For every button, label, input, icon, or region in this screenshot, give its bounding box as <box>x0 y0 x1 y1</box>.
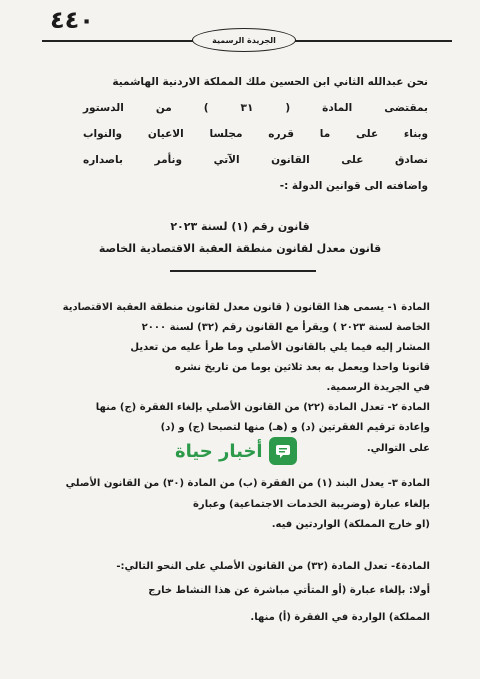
preamble-line: نصادق على القانون الآتي ونأمر باصداره <box>83 154 428 166</box>
gazette-name-badge: الجريدة الرسمية <box>192 28 296 52</box>
article-3-line: بإلغاء عبارة (وضريبة الخدمات الاجتماعية) وعبارة <box>193 499 430 510</box>
law-title: قانون معدل لقانون منطقة العقبة الاقتصادية الخاصة <box>98 242 382 255</box>
watermark <box>175 437 297 465</box>
article-2-line: وإعادة ترقيم الفقرتين (د) و (هـ) منها لتصبحا (ج) و (د) <box>160 422 430 433</box>
chat-bubble-icon <box>269 437 297 465</box>
law-number: قانون رقم (١) لسنة ٢٠٢٣ <box>170 220 310 233</box>
article-1-line: المادة ١- يسمى هذا القانون ( قانون معدل لقانون منطقة العقبة الاقتصادية <box>62 302 430 313</box>
preamble-line: واضافته الى قوانين الدولة :- <box>279 180 428 192</box>
article-4-line: المملكة) الواردة في الفقرة (أ) منها. <box>250 612 430 623</box>
page-number: ٤٤٠ <box>50 6 94 34</box>
title-separator <box>170 270 316 272</box>
article-4-line: المادة٤- تعدل المادة (٣٢) من القانون الأصلي على النحو التالي:- <box>116 561 430 572</box>
preamble-line: وبناء على ما قرره مجلسا الاعيان والنواب <box>83 128 428 140</box>
preamble-line: نحن عبدالله الثاني ابن الحسين ملك المملكة الاردنية الهاشمية <box>112 76 428 88</box>
article-4-line: أولا: بإلغاء عبارة (أو المتأتي مباشرة عن هذا النشاط خارج <box>148 585 430 596</box>
article-2-line: المادة ٢- تعدل المادة (٢٢) من القانون الأصلي بإلغاء الفقرة (ج) منها <box>95 402 430 413</box>
article-1-line: قانونا واحدا ويعمل به بعد ثلاثين يوما من تاريخ نشره <box>174 362 430 373</box>
article-3-line: (او خارج المملكة) الواردتين فيه. <box>271 519 430 530</box>
watermark-text: أخبار حياة <box>175 440 263 462</box>
article-1-line: الخاصة لسنة ٢٠٢٣ ) ويقرأ مع القانون رقم (٣٢) لسنة ٢٠٠٠ <box>141 322 430 333</box>
preamble-line: بمقتضى المادة ( ٣١ ) من الدستور <box>83 102 428 114</box>
article-3-line: المادة ٣- يعدل البند (١) من الفقرة (ب) من المادة (٣٠) من القانون الأصلي <box>65 478 430 489</box>
article-1-line: في الجريدة الرسمية. <box>326 382 430 393</box>
article-2-line: على التوالي. <box>366 443 430 454</box>
article-1-line: المشار إليه فيما يلي بالقانون الأصلي وما طرأ عليه من تعديل <box>130 342 430 353</box>
